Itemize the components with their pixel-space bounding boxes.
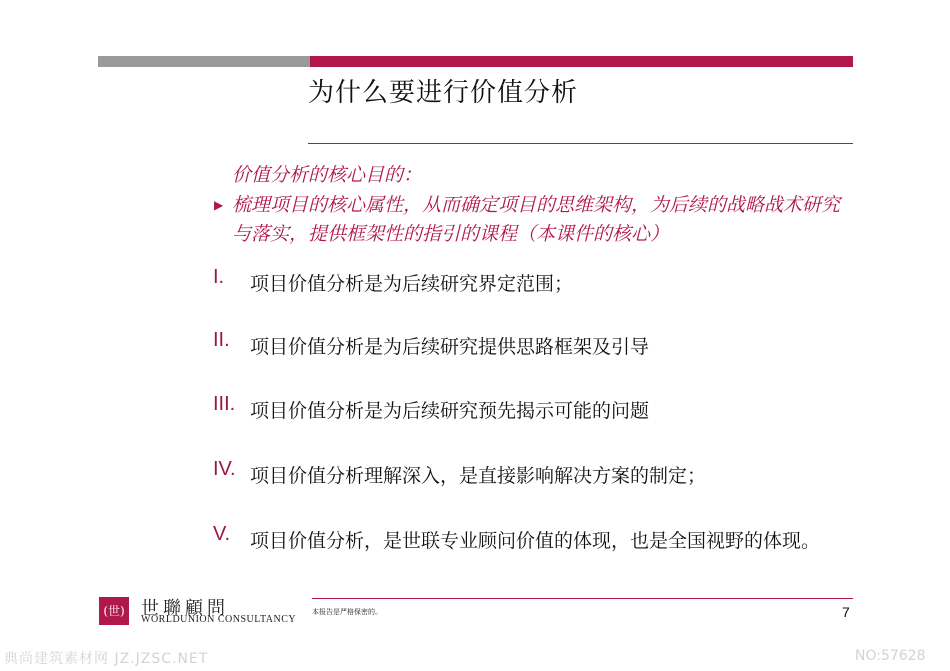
item-text: 项目价值分析是为后续研究界定范围； bbox=[250, 273, 574, 295]
item-number: III. bbox=[213, 393, 236, 415]
watermark-site: 典尚建筑素材网 JZ.JZSC.NET bbox=[4, 651, 209, 667]
triangle-bullet-icon: ▶ bbox=[214, 198, 224, 212]
item-number: I. bbox=[213, 266, 225, 288]
watermark-number: NO:57628 bbox=[855, 648, 926, 664]
core-purpose-text: 梳理项目的核心属性，从而确定项目的思维架构，为后续的战略战术研究与落实，提供框架性的指引的课程（本课件的核心） bbox=[232, 194, 841, 245]
footer-divider bbox=[312, 598, 853, 599]
confidentiality-note: 本报告是严格保密的。 bbox=[312, 608, 382, 616]
header-accent-bar bbox=[310, 56, 853, 67]
item-number: II. bbox=[213, 329, 230, 351]
subtitle: 价值分析的核心目的： bbox=[232, 164, 423, 186]
logo-chinese-name: 世聯顧問 bbox=[141, 598, 229, 619]
item-number: V. bbox=[213, 523, 231, 545]
item-text: 项目价值分析是为后续研究预先揭示可能的问题 bbox=[250, 400, 650, 422]
item-number: IV. bbox=[213, 458, 236, 480]
header-gray-bar bbox=[98, 56, 310, 67]
title-divider bbox=[308, 143, 853, 144]
worldunion-logo-icon: (世) bbox=[99, 597, 129, 625]
logo-english-name: WORLDUNION CONSULTANCY bbox=[141, 614, 297, 625]
page-number: 7 bbox=[842, 604, 850, 620]
slide-title: 为什么要进行价值分析 bbox=[308, 78, 579, 108]
item-text: 项目价值分析理解深入，是直接影响解决方案的制定； bbox=[250, 465, 707, 487]
item-text: 项目价值分析是为后续研究提供思路框架及引导 bbox=[250, 336, 650, 358]
item-text: 项目价值分析，是世联专业顾问价值的体现，也是全国视野的体现。 bbox=[250, 530, 821, 552]
